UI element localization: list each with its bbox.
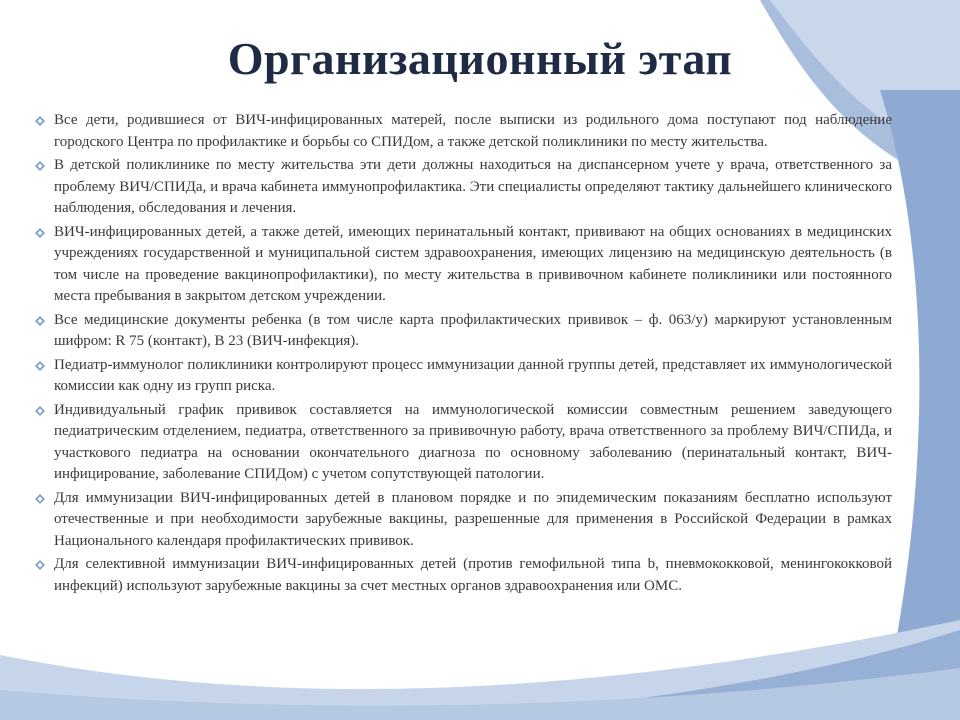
bullet-item	[34, 110, 892, 153]
diamond-bullet-icon	[35, 361, 45, 371]
bullet-text: Все дети, родившиеся от ВИЧ-инфицированных матерей, после выписки из родильного дома поступают под наблюдение городского Центра по профилактике и борьбы со СПИДом, а также детской поликлиники по месту жительства.	[54, 112, 892, 150]
bullet-item	[34, 400, 892, 486]
diamond-bullet-icon	[35, 228, 45, 238]
slide-title: Организационный этап	[227, 33, 733, 84]
bullet-text: Все медицинские документы ребенка (в том числе карта профилактических прививок – ф. 063/у) маркируют установленным шифром: R 75 (контакт), В 23 (ВИЧ-инфекция).	[54, 311, 892, 349]
bullet-text: Для иммунизации ВИЧ-инфицированных детей в плановом порядке и по эпидемическим показаниям бесплатно используют отечественные и при необходимости зарубежные вакцины, разрешенные для применения в Российской Федерации в рамках Национального календаря профилактических прививок.	[54, 489, 892, 549]
diamond-bullet-icon	[35, 406, 45, 416]
bullet-text: ВИЧ-инфицированных детей, а также детей, имеющих перинатальный контакт, прививают на общих основаниях в медицинских учреждениях государственной и муниципальной систем здравоохранения, имеющих лицензию на медицинскую деятельность (в том числе на проведение вакцинопрофилактики), по месту жительства в прививочном кабинете поликлиники или постоянного места пребывания в закрытом детском учреждении.	[54, 223, 892, 304]
bullet-text: Индивидуальный график прививок составляется на иммунологической комиссии совместным решением заведующего педиатрическим отделением, педиатра, ответственного за прививочную работу, врача ответственного за проблему ВИЧ/СПИДа, и участкового педиатра на основании окончательного диагноза по основному заболеванию (перинатальный контакт, ВИЧ-инфицирование, заболевание СПИДом) с учетом сопутствующей патологии.	[54, 401, 892, 482]
diamond-bullet-icon	[35, 494, 45, 504]
bullet-item	[34, 155, 892, 220]
bullet-item	[34, 355, 892, 398]
bullet-item	[34, 554, 892, 597]
diamond-bullet-icon	[35, 316, 45, 326]
diamond-bullet-icon	[35, 560, 45, 570]
bullet-item	[34, 488, 892, 553]
diamond-bullet-icon	[35, 161, 45, 171]
bullet-item	[34, 310, 892, 353]
bullet-text: Педиатр-иммунолог поликлиники контролируют процесс иммунизации данной группы детей, представляет их иммунологической комиссии как одну из групп риска.	[54, 356, 892, 394]
diamond-bullet-icon	[35, 116, 45, 126]
bullet-text: В детской поликлинике по месту жительства эти дети должны находиться на диспансерном учете у врача, ответственного за проблему ВИЧ/СПИДа, и врача кабинета иммунопрофилактика. Эти специалисты определяют тактику дальнейшего клинического наблюдения, обследования и лечения.	[54, 157, 892, 216]
bullet-text: Для селективной иммунизации ВИЧ-инфицированных детей (против гемофильной типа b, пневмококковой, менингококковой инфекций) используют зарубежные вакцины за счет местных органов здравоохранения или ОМС.	[54, 556, 892, 594]
bullet-list	[34, 110, 892, 599]
bullet-item	[34, 222, 892, 308]
